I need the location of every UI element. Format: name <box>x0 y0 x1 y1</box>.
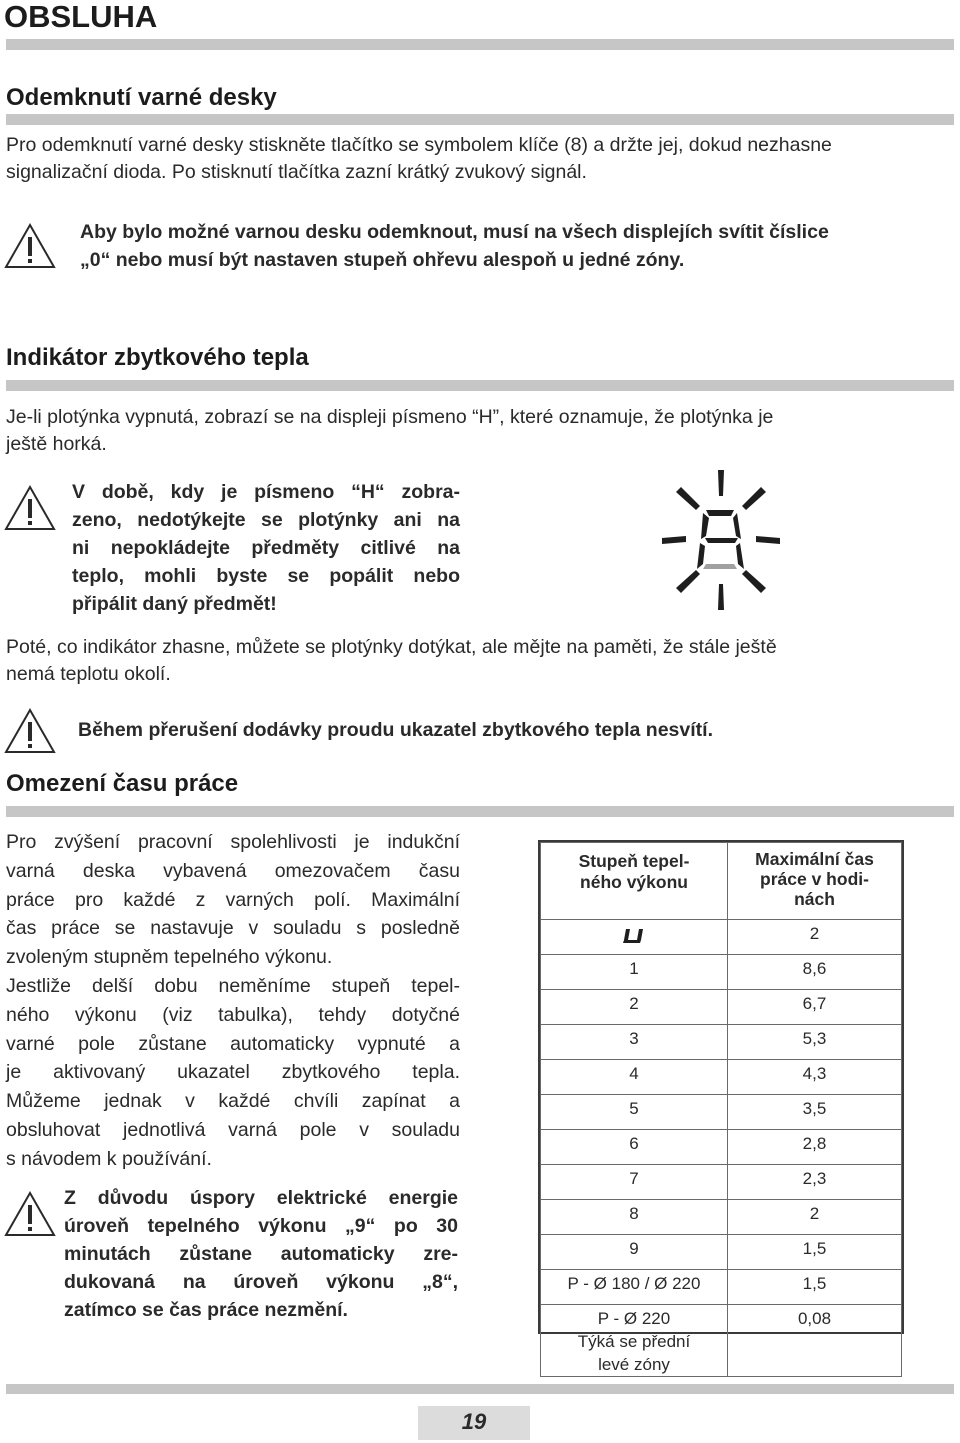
title-divider <box>6 39 954 50</box>
page-number-box <box>418 1406 530 1440</box>
footer-divider <box>6 1384 954 1394</box>
table-row <box>541 1200 902 1235</box>
table-cell-level-line: P - Ø 220 <box>597 1309 671 1328</box>
time-limit-paragraph-line: Můžeme jednak v každé chvíli zapínat a <box>6 1090 460 1113</box>
section-divider-unlock <box>6 114 954 125</box>
table-cell-level: 9 <box>541 1235 728 1270</box>
time-limit-warning <box>64 1184 458 1324</box>
table-cell-hours: 0,08 <box>728 1305 902 1377</box>
table-cell-level <box>541 920 728 955</box>
table-cell-level-line: Týká se přední <box>577 1332 691 1351</box>
time-limit-paragraph-line: čas práce se nastavuje v souladu s posledně <box>6 917 460 940</box>
max-time-table <box>538 840 904 1374</box>
time-limit-paragraph-line: s návodem k používání. <box>6 1147 212 1170</box>
table-cell-level-line: levé zóny <box>598 1355 670 1374</box>
table-cell-level: 1 <box>541 955 728 990</box>
residual-heat-H-display-icon <box>658 466 784 614</box>
table-row <box>541 990 902 1025</box>
table-cell-level: 2 <box>541 990 728 1025</box>
residual-heat-warning-line: zeno, nedotýkejte se plotýnky ani na <box>72 509 460 531</box>
table-cell-hours: 1,5 <box>728 1270 902 1305</box>
residual-heat-warning-2: Během přerušení dodávky proudu ukazatel zbytkového tepla nesvítí. <box>78 719 713 741</box>
time-limit-paragraph-line: varná deska vybavená omezovačem času <box>6 859 460 882</box>
residual-heat-paragraph-2-line: nemá teplotu okolí. <box>6 663 171 685</box>
table-cell-hours: 3,5 <box>728 1095 902 1130</box>
table-cell-hours: 2,3 <box>728 1165 902 1200</box>
residual-heat-warning-line: připálit daný předmět! <box>72 593 277 615</box>
page-title: OBSLUHA <box>4 0 158 34</box>
unlock-warning-line: Aby bylo možné varnou desku odemknout, musí na všech displejích svítit číslice <box>80 221 829 243</box>
table-cell-hours: 2,8 <box>728 1130 902 1165</box>
time-limit-paragraph-line: varné pole zůstane automaticky vypnuté a <box>6 1032 460 1055</box>
section-heading-residual-heat: Indikátor zbytkového tepla <box>6 344 309 371</box>
unlock-paragraph-line: signalizační dioda. Po stisknutí tlačítka zazní krátký zvukový signál. <box>6 161 587 183</box>
table-cell-level: 8 <box>541 1200 728 1235</box>
warning-triangle-icon <box>4 707 56 755</box>
table-cell-hours: 5,3 <box>728 1025 902 1060</box>
unlock-paragraph <box>6 132 956 186</box>
section-heading-unlock: Odemknutí varné desky <box>6 84 277 111</box>
time-limit-paragraph-line: zvoleným stupněm tepelného výkonu. <box>6 946 333 969</box>
table-header-hours: Maximální čas práce v hodi- nách <box>728 843 902 920</box>
time-limit-warning-line: dukovaná na úroveň výkonu „8“, <box>64 1271 458 1293</box>
table-cell-hours: 2 <box>728 1200 902 1235</box>
table-row <box>541 1095 902 1130</box>
time-limit-paragraph <box>6 828 460 1174</box>
section-divider-time-limit <box>6 806 954 817</box>
residual-heat-paragraph-line: ještě horká. <box>6 433 107 455</box>
residual-heat-paragraph-2 <box>6 634 956 688</box>
time-limit-paragraph-line: je aktivovaný ukazatel zbytkového tepla. <box>6 1061 460 1084</box>
residual-heat-warning-line: V době, kdy je písmeno “H“ zobra- <box>72 481 460 503</box>
table-row <box>541 955 902 990</box>
table-cell-level: 6 <box>541 1130 728 1165</box>
table-cell-level <box>541 1305 728 1377</box>
max-time-table-grid <box>540 842 902 1377</box>
table-cell-hours: 1,5 <box>728 1235 902 1270</box>
residual-heat-paragraph-line: Je-li plotýnka vypnutá, zobrazí se na displeji písmeno “H”, které oznamuje, že plotýnka je <box>6 406 774 428</box>
table-header-row <box>541 843 902 920</box>
section-divider-residual-heat <box>6 380 954 391</box>
table-cell-hours: 4,3 <box>728 1060 902 1095</box>
table-row <box>541 1130 902 1165</box>
table-cell-level: P - Ø 180 / Ø 220 <box>541 1270 728 1305</box>
page-number: 19 <box>461 1409 487 1434</box>
table-cell-level: 3 <box>541 1025 728 1060</box>
table-row <box>541 1270 902 1305</box>
table-cell-hours: 6,7 <box>728 990 902 1025</box>
residual-heat-warning <box>72 478 460 618</box>
time-limit-paragraph-line: Jestliže delší dobu neměníme stupeň tepel- <box>6 974 460 997</box>
section-heading-time-limit: Omezení času práce <box>6 770 239 797</box>
time-limit-warning-line: minutách zůstane automaticky zre- <box>64 1243 458 1265</box>
table-cell-hours: 8,6 <box>728 955 902 990</box>
table-row <box>541 920 902 955</box>
time-limit-paragraph-line: Pro zvýšení pracovní spolehlivosti je indukční <box>6 831 460 853</box>
warning-triangle-icon <box>4 484 56 532</box>
residual-heat-warning-line: ni nepokládejte předměty citlivé na <box>72 537 460 559</box>
table-row <box>541 1235 902 1270</box>
residual-heat-paragraph-2-line: Poté, co indikátor zhasne, můžete se plotýnky dotýkat, ale mějte na paměti, že stále ještě <box>6 636 777 658</box>
time-limit-paragraph-line: práce pro každé z varných polí. Maximální <box>6 888 460 911</box>
time-limit-warning-line: zatímco se čas práce nezmění. <box>64 1299 348 1321</box>
unlock-warning-line: „0“ nebo musí být nastaven stupeň ohřevu alespoň u jedné zóny. <box>80 249 685 271</box>
time-limit-warning-line: úroveň tepelného výkonu „9“ po 30 <box>64 1215 458 1237</box>
table-cell-hours: 2 <box>728 920 902 955</box>
table-cell-level: 5 <box>541 1095 728 1130</box>
unlock-warning <box>80 218 960 274</box>
warning-triangle-icon <box>4 1190 56 1238</box>
table-row <box>541 1305 902 1377</box>
time-limit-warning-line: Z důvodu úspory elektrické energie <box>64 1187 458 1209</box>
power-boost-u-icon <box>623 925 645 945</box>
time-limit-paragraph-line: ného výkonu (viz tabulka), tehdy dotyčné <box>6 1003 460 1026</box>
residual-heat-warning-line: teplo, mohli byste se popálit nebo <box>72 565 460 587</box>
unlock-paragraph-line: Pro odemknutí varné desky stiskněte tlačítko se symbolem klíče (8) a držte jej, dokud nezhasne <box>6 134 832 156</box>
table-cell-level: 7 <box>541 1165 728 1200</box>
table-row <box>541 1060 902 1095</box>
warning-triangle-icon <box>4 222 56 270</box>
table-header-level: Stupeň tepel- ného výkonu <box>541 843 728 920</box>
table-cell-level: 4 <box>541 1060 728 1095</box>
time-limit-paragraph-line: obsluhovat jednotlivá varná pole v souladu <box>6 1118 460 1141</box>
table-row <box>541 1165 902 1200</box>
residual-heat-paragraph <box>6 404 956 458</box>
table-row <box>541 1025 902 1060</box>
